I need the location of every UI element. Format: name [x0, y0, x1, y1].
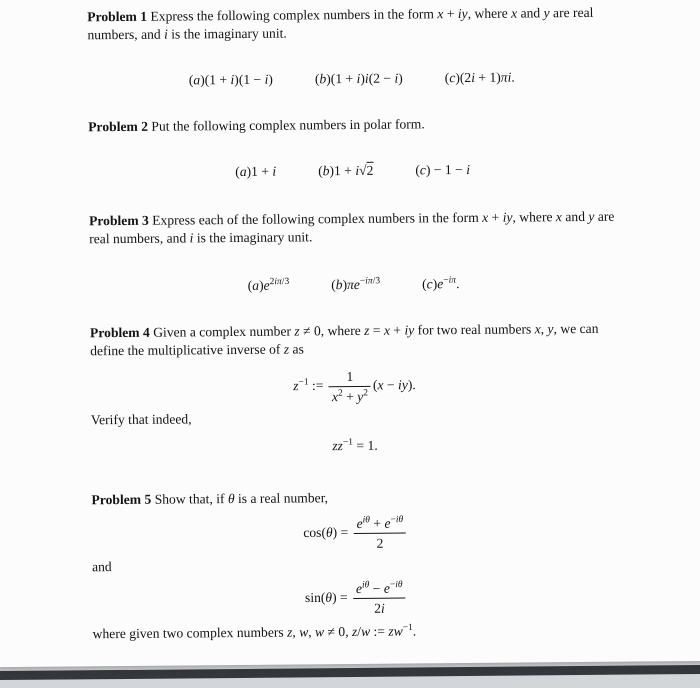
problem-3-option-a: $(a)e^{2i\pi/3}$ [247, 277, 290, 293]
problem-1-option-a: (a)(1 + i)(1 − i) [188, 71, 273, 88]
problem-4-verify-text: Verify that indeed, [90, 411, 192, 428]
problem-5-connector-text: and [91, 559, 112, 575]
problem-1-options [88, 68, 616, 91]
problem-2-statement: Problem 2 Put the following complex numbers in polar form. [88, 116, 425, 135]
problem-5-closing-note: where given two complex numbers z, w, w ≠ 0, z/w := $zw^{-1}$. [92, 622, 417, 642]
problem-1-option-b: (b)(1 + i)i(2 − i) [314, 70, 403, 87]
problem-5-sin-identity-equation: sin(θ) = $\frac{e^{i\theta} - e^{-i\theta}}{2i}$ [92, 578, 620, 620]
problem-4-inverse-definition-equation: $z^{-1}$ := $\frac{1}{x^2 + y^2}$ (x − iy). [293, 368, 416, 405]
problem-1-option-c: (c)(2i + 1)πi. [444, 69, 515, 86]
problem-5-cos-identity-equation: cos(θ) = $\frac{e^{i\theta} + e^{-i\theta}}{2}$ [92, 513, 620, 555]
problem-2-option-b: (b)1 + i√2 [318, 162, 374, 179]
problem-3-options [90, 274, 618, 297]
problem-5-statement: Problem 5 Show that, if θ is a real number, [91, 490, 329, 508]
problem-2-option-c: (c) − 1 − i [415, 161, 471, 178]
problem-3-option-c: $(c)e^{-i\pi}$. [422, 275, 460, 292]
page-bottom-edge [0, 665, 700, 680]
problem-3-statement: Problem 3 Express each of the following complex numbers in the form x + iy, where x and y are real numbers, and i is the imaginary unit. [88, 208, 615, 247]
problem-4-statement: Problem 4 Given a complex number z ≠ 0, where z = x + iy for two real numbers x, y, we can define the multiplicative inverse of z as [89, 320, 599, 359]
problem-2-options [89, 160, 617, 183]
problem-3-option-b: $(b)\pi e^{-i\pi/3}$ [331, 276, 381, 293]
problem-2-option-a: (a)1 + i [235, 163, 277, 180]
problem-4-verify-equation: $zz^{-1} = 1$. [332, 437, 378, 454]
problem-1-statement: Problem 1 Express the following complex numbers in the form x + iy, where x and y are real numbers, and i is the imaginary unit. [87, 4, 594, 43]
